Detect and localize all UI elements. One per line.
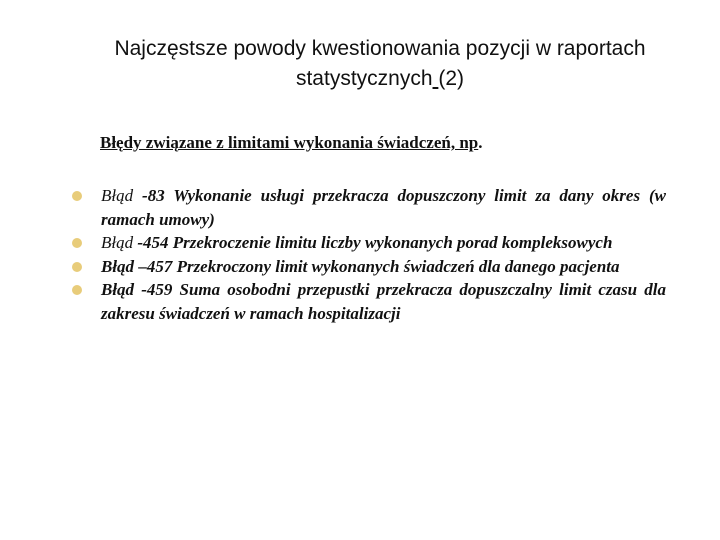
list-item xyxy=(70,231,666,255)
section-subtitle xyxy=(100,132,680,154)
title-number: (2) xyxy=(438,67,465,90)
bullet-dot-icon xyxy=(72,238,82,248)
slide-title xyxy=(80,34,680,94)
error-code-label: Błąd xyxy=(101,280,135,299)
bullet-dot-icon xyxy=(72,262,82,272)
subtitle-suffix: . xyxy=(478,133,483,152)
error-code-label: Błąd xyxy=(101,233,134,252)
title-text: Najczęstsze powody kwestionowania pozycji w raportach statystycznych xyxy=(114,37,646,90)
list-item xyxy=(70,255,666,279)
subtitle-text: Błędy związane z limitami wykonania świadczeń, np xyxy=(100,133,479,152)
error-description: -83 Wykonanie usługi przekracza dopuszczony limit za dany okres (w ramach umowy) xyxy=(101,186,666,229)
error-code-label: Błąd xyxy=(101,256,135,276)
bullet-dot-icon xyxy=(72,285,82,295)
error-code-label: Błąd xyxy=(101,186,134,205)
list-item xyxy=(70,184,666,231)
list-item xyxy=(70,278,666,325)
error-description: -459 Suma osobodni przepustki przekracza dopuszczalny limit czasu dla zakresu świadczeń w ramach hospitalizacji xyxy=(101,280,666,323)
error-list xyxy=(70,184,666,325)
error-description: –457 Przekroczony limit wykonanych świadczeń dla danego pacjenta xyxy=(134,256,620,276)
error-description: -454 Przekroczenie limitu liczby wykonanych porad kompleksowych xyxy=(133,233,613,252)
bullet-dot-icon xyxy=(72,191,82,201)
